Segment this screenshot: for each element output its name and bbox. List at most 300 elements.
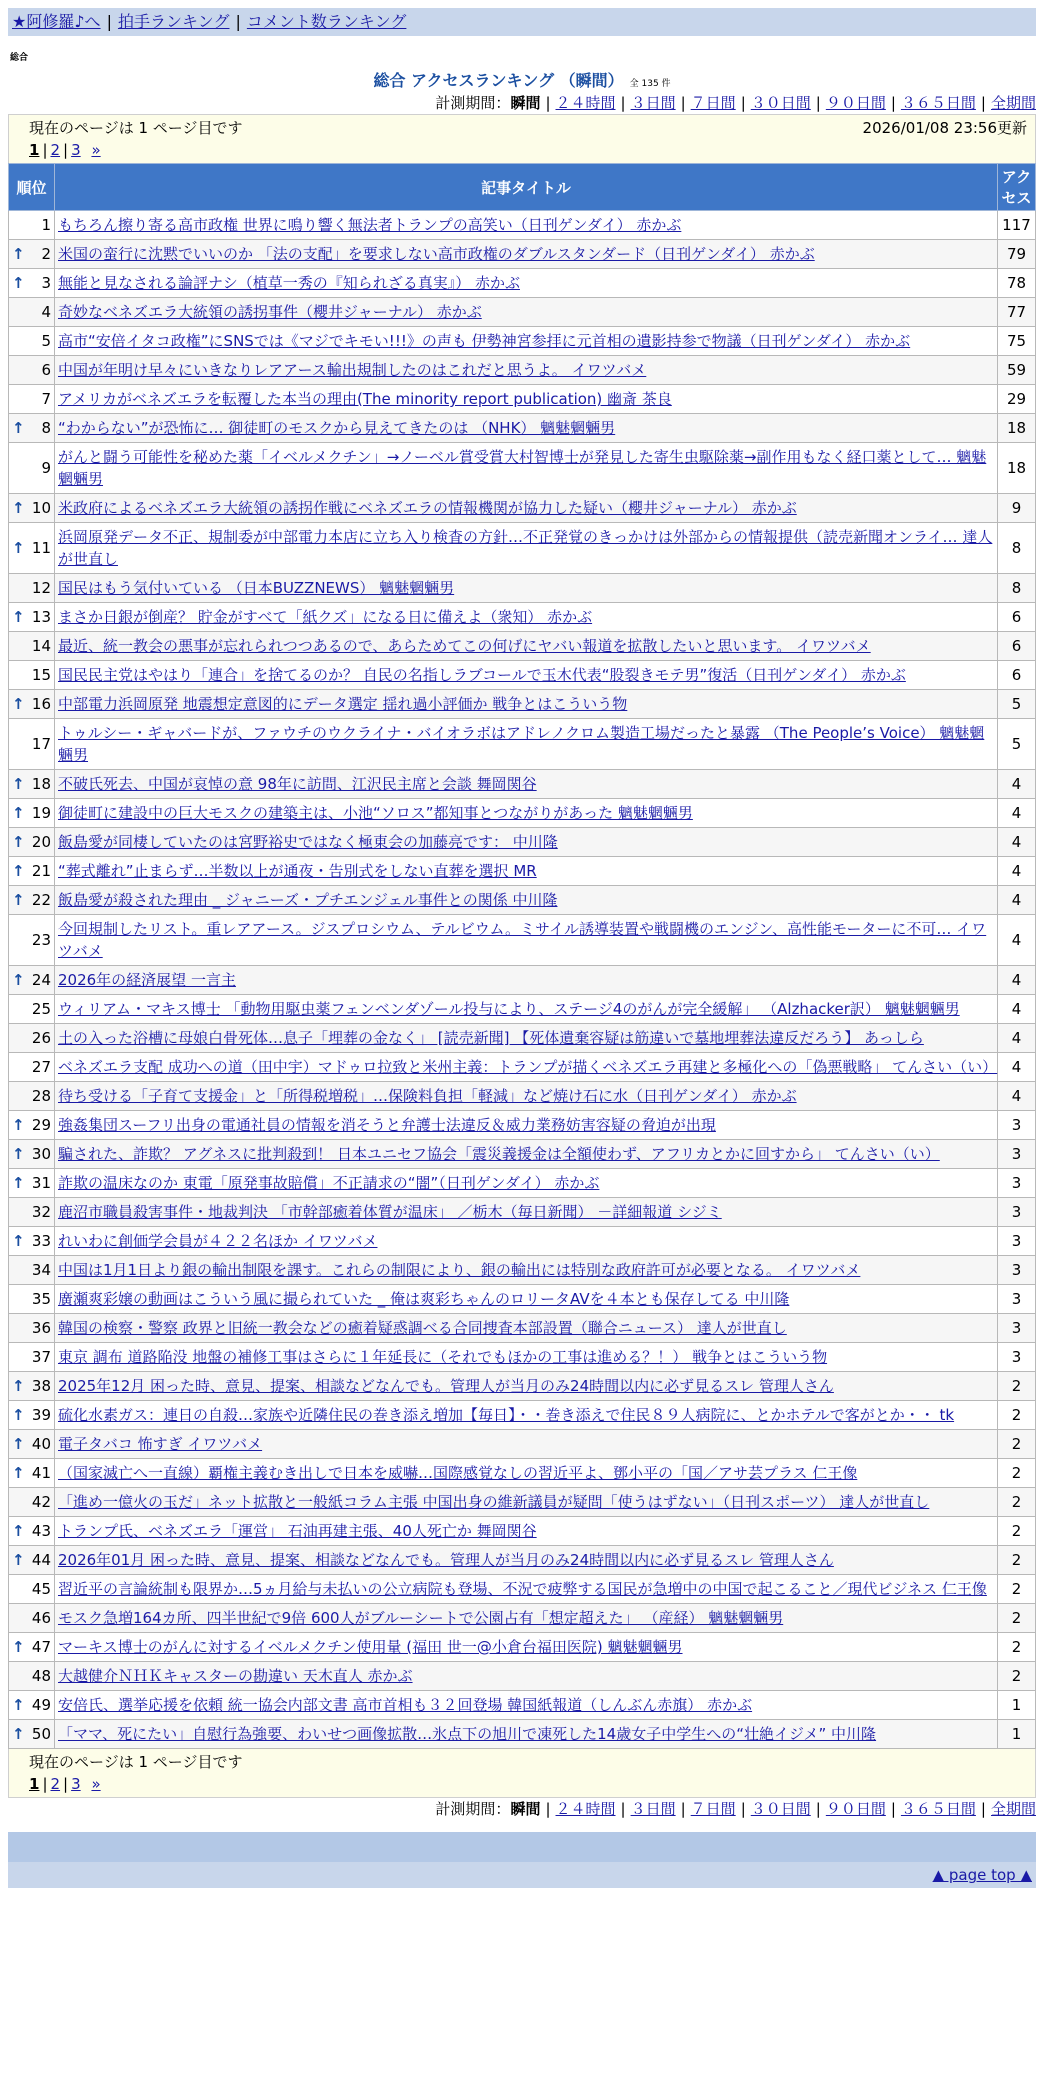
period-separator: | <box>980 1800 986 1818</box>
up-arrow-icon: ↑ <box>12 775 25 793</box>
access-count: 4 <box>998 1053 1036 1082</box>
table-row <box>9 1720 1036 1749</box>
article-link[interactable]: 高市“安倍イタコ政権”にSNSでは《マジでキモい!!!》の声も 伊勢神宮参拝に元首相の遺影持参で物議（日刊ゲンダイ） 赤かぶ <box>58 332 911 350</box>
access-count: 4 <box>998 1024 1036 1053</box>
access-count: 3 <box>998 1227 1036 1256</box>
period-selector-bottom <box>0 1798 1036 1820</box>
article-link[interactable]: 待ち受ける「子育て支援金」と「所得税増税」…保険料負担「軽減」など焼け石に水（日刊ゲンダイ） 赤かぶ <box>58 1087 797 1105</box>
article-link[interactable]: 電子タバコ 怖すぎ イワツバメ <box>58 1435 263 1453</box>
period-separator: | <box>980 94 986 112</box>
article-link[interactable]: 今回規制したリスト。重レアアース。ジスプロシウム、テルビウム。ミサイル誘導装置や戦闘機のエンジン、高性能モーターに不可… イワツバメ <box>58 920 987 960</box>
up-arrow-icon: ↑ <box>12 1638 25 1656</box>
article-link[interactable]: アメリカがベネズエラを転覆した本当の理由(The minority report publication) 幽斎 茶良 <box>58 390 672 408</box>
table-row <box>9 995 1036 1024</box>
rank-number: 48 <box>31 1667 51 1685</box>
pager-link[interactable]: 2 <box>50 1775 61 1793</box>
table-row <box>9 1140 1036 1169</box>
article-link[interactable]: 廣瀬爽彩嬢の動画はこういう風に撮られていた _ 俺は爽彩ちゃんのロリータAVを４本とも保存してる 中川隆 <box>58 1290 790 1308</box>
period-separator: | <box>620 1800 626 1818</box>
rank-cell <box>9 1169 55 1198</box>
title-cell <box>55 1604 998 1633</box>
category-label: 総合 <box>10 53 29 63</box>
rank-cell <box>9 995 55 1024</box>
rank-number: 12 <box>31 579 51 597</box>
title-cell <box>55 1024 998 1053</box>
rank-cell <box>9 661 55 690</box>
article-link[interactable]: 最近、統一教会の悪事が忘れられつつあるので、あらためてこの何げにヤバい報道を拡散したいと思います。 イワツバメ <box>58 637 871 655</box>
rank-cell <box>9 298 55 327</box>
pager-bottom <box>29 1773 1027 1795</box>
title-cell <box>55 1111 998 1140</box>
article-link[interactable]: 土の入った浴槽に母娘白骨死体…息子「埋葬の金なく」 [読売新聞] 【死体遺棄容疑は筋違いで墓地埋葬法違反だろう】 あっしら <box>58 1029 924 1047</box>
access-count: 2 <box>998 1488 1036 1517</box>
title-cell <box>55 269 998 298</box>
article-link[interactable]: マーキス博士のがんに対するイベルメクチン使用量 (福田 世一@小倉台福田医院) 魑魅魍魎男 <box>58 1638 683 1656</box>
nav-separator: | <box>106 12 112 31</box>
up-arrow-icon: ↑ <box>12 1116 25 1134</box>
table-row <box>9 1459 1036 1488</box>
title-cell <box>55 1517 998 1546</box>
rank-cell <box>9 770 55 799</box>
article-link[interactable]: 飯島愛が殺された理由 _ ジャニーズ・プチエンジェル事件との関係 中川隆 <box>58 891 558 909</box>
title-cell <box>55 770 998 799</box>
article-link[interactable]: “わからない”が恐怖に… 御徒町のモスクから見えてきたのは （NHK） 魑魅魍魎男 <box>58 419 616 437</box>
up-arrow-icon: ↑ <box>12 499 25 517</box>
rank-cell <box>9 1546 55 1575</box>
article-link[interactable]: 浜岡原発データ不正、規制委が中部電力本店に立ち入り検査の方針…不正発覚のきっかけは外部からの情報提供（読売新聞オンライ… 達人が世直し <box>58 528 993 568</box>
pager-separator: | <box>42 1775 48 1793</box>
access-count: 2 <box>998 1546 1036 1575</box>
rank-number: 32 <box>31 1203 51 1221</box>
article-link[interactable]: 2026年01月 困った時、意見、提案、相談などなんでも。管理人が当月のみ24時間以内に必ず見るスレ 管理人さん <box>58 1551 834 1569</box>
up-arrow-icon: ↑ <box>12 833 25 851</box>
rank-number: 22 <box>31 891 51 909</box>
period-link[interactable]: ３日間 <box>630 94 676 112</box>
table-row <box>9 1053 1036 1082</box>
access-count: 4 <box>998 799 1036 828</box>
article-link[interactable]: 騙された、詐欺？ アグネスに批判殺到！ 日本ユニセフ協会「震災義援金は全額使わず、アフリカとかに回すから」 てんさい（い） <box>58 1145 940 1163</box>
rank-cell <box>9 1575 55 1604</box>
table-row <box>9 1169 1036 1198</box>
rank-cell <box>9 385 55 414</box>
table-row <box>9 1227 1036 1256</box>
rank-number: 21 <box>31 862 51 880</box>
period-link[interactable]: ７日間 <box>690 94 736 112</box>
rank-number: 37 <box>31 1348 51 1366</box>
table-row <box>9 1488 1036 1517</box>
period-separator: | <box>740 94 746 112</box>
rank-number: 26 <box>31 1029 51 1047</box>
article-link[interactable]: がんと闘う可能性を秘めた薬「イベルメクチン」→ノーベル賞受賞大村智博士が発見した寄生虫駆除薬→副作用もなく経口薬として… 魑魅魍魎男 <box>58 448 987 488</box>
access-count: 117 <box>998 211 1036 240</box>
table-row <box>9 385 1036 414</box>
title-cell <box>55 1575 998 1604</box>
up-arrow-icon: ↑ <box>12 1551 25 1569</box>
access-count: 9 <box>998 494 1036 523</box>
rank-cell <box>9 574 55 603</box>
article-link[interactable]: 安倍氏、選挙応援を依頼 統一協会内部文書 高市首相も３２回登場 韓国紙報道（しんぶん赤旗） 赤かぶ <box>58 1696 753 1714</box>
up-arrow-icon: ↑ <box>12 274 25 292</box>
footer-bar <box>8 1832 1036 1862</box>
title-cell <box>55 385 998 414</box>
rank-number: 43 <box>31 1522 51 1540</box>
rank-cell <box>9 632 55 661</box>
article-link[interactable]: ウィリアム・マキス博士 「動物用駆虫薬フェンベンダゾール投与により、ステージ4のがんが完全緩解」 （Alzhacker訳） 魑魅魍魎男 <box>58 1000 960 1018</box>
period-link[interactable]: ９０日間 <box>825 94 886 112</box>
period-link[interactable]: ３０日間 <box>750 1800 811 1818</box>
title-cell <box>55 1546 998 1575</box>
period-link[interactable]: ７日間 <box>690 1800 736 1818</box>
pager-link[interactable]: 3 <box>71 1775 81 1793</box>
title-cell <box>55 632 998 661</box>
rank-number: 4 <box>41 303 51 321</box>
period-link[interactable]: 全期間 <box>990 1800 1036 1818</box>
table-row <box>9 1633 1036 1662</box>
article-link[interactable]: 中部電力浜岡原発 地震想定意図的にデータ選定 揺れ過小評価か 戦争とはこういう物 <box>58 695 628 713</box>
table-row <box>9 1198 1036 1227</box>
title-cell <box>55 719 998 770</box>
table-row <box>9 1285 1036 1314</box>
access-count: 8 <box>998 574 1036 603</box>
rank-number: 2 <box>41 245 51 263</box>
article-link[interactable]: 中国は1月1日より銀の輸出制限を課す。これらの制限により、銀の輸出には特別な政府許可が必要となる。 イワツバメ <box>58 1261 861 1279</box>
period-link[interactable]: ３日間 <box>630 1800 676 1818</box>
rank-number: 39 <box>31 1406 51 1424</box>
up-arrow-icon: ↑ <box>12 608 25 626</box>
pager-next-link[interactable]: » <box>91 141 101 159</box>
article-link[interactable]: トランプ氏、ベネズエラ「運営」 石油再建主張、40人死亡か 舞岡関谷 <box>58 1522 537 1540</box>
access-count: 4 <box>998 915 1036 966</box>
up-arrow-icon: ↑ <box>12 245 25 263</box>
rank-number: 9 <box>41 459 51 477</box>
rank-number: 47 <box>31 1638 51 1656</box>
title-cell <box>55 1430 998 1459</box>
pager-separator: | <box>63 141 69 159</box>
rank-cell <box>9 1604 55 1633</box>
table-row <box>9 1024 1036 1053</box>
article-link[interactable]: 御徒町に建設中の巨大モスクの建築主は、小池“ソロス”都知事とつながりがあった 魑魅魍魎男 <box>58 804 693 822</box>
title-cell <box>55 1401 998 1430</box>
article-link[interactable]: 「ママ、死にたい」自慰行為強要、わいせつ画像拡散…氷点下の旭川で凍死した14歳女子中学生への“壮絶イジメ” 中川隆 <box>58 1725 877 1743</box>
title-cell <box>55 1488 998 1517</box>
access-count: 18 <box>998 414 1036 443</box>
rank-cell <box>9 356 55 385</box>
article-link[interactable]: 不破氏死去、中国が哀悼の意 98年に訪問、江沢民主席と会談 舞岡関谷 <box>58 775 537 793</box>
pager-separator: | <box>63 1775 69 1793</box>
title-cell <box>55 603 998 632</box>
table-row <box>9 603 1036 632</box>
rank-number: 7 <box>41 390 51 408</box>
pager-spacer <box>84 1775 89 1793</box>
table-row <box>9 1604 1036 1633</box>
pager-current: 1 <box>29 1775 40 1793</box>
title-cell <box>55 661 998 690</box>
rank-number: 5 <box>41 332 51 350</box>
rank-cell <box>9 211 55 240</box>
table-row <box>9 966 1036 995</box>
rank-cell <box>9 603 55 632</box>
access-count: 2 <box>998 1604 1036 1633</box>
access-count: 4 <box>998 828 1036 857</box>
rank-cell <box>9 1459 55 1488</box>
period-separator: | <box>545 94 551 112</box>
period-link[interactable]: ３０日間 <box>750 94 811 112</box>
article-link[interactable]: 強姦集団スーフリ出身の電通社員の情報を消そうと弁護士法違反＆威力業務妨害容疑の脅迫が出現 <box>58 1116 716 1134</box>
period-link[interactable]: 全期間 <box>990 94 1036 112</box>
period-separator: | <box>815 1800 821 1818</box>
rank-number: 44 <box>31 1551 51 1569</box>
access-count: 3 <box>998 1111 1036 1140</box>
access-count: 8 <box>998 523 1036 574</box>
access-count: 59 <box>998 356 1036 385</box>
rank-cell <box>9 1517 55 1546</box>
table-row <box>9 240 1036 269</box>
rank-cell <box>9 443 55 494</box>
ranking-table <box>8 163 1036 1749</box>
article-link[interactable]: 東京 調布 道路陥没 地盤の補修工事はさらに１年延長に（それでもほかの工事は進める？！） 戦争とはこういう物 <box>58 1348 828 1366</box>
table-row <box>9 574 1036 603</box>
table-row <box>9 443 1036 494</box>
article-link[interactable]: 「進め一億火の玉だ」ネット拡散と一般紙コラム主張 中国出身の維新議員が疑問「使うはずない」（日刊スポーツ） 達人が世直し <box>58 1493 930 1511</box>
access-count: 79 <box>998 240 1036 269</box>
access-count: 2 <box>998 1517 1036 1546</box>
title-cell <box>55 828 998 857</box>
title-cell <box>55 1343 998 1372</box>
rank-number: 16 <box>31 695 51 713</box>
article-link[interactable]: 国民はもう気付いている （日本BUZZNEWS） 魑魅魍魎男 <box>58 579 455 597</box>
rank-number: 33 <box>31 1232 51 1250</box>
up-arrow-icon: ↑ <box>12 1174 25 1192</box>
access-count: 75 <box>998 327 1036 356</box>
up-arrow-icon: ↑ <box>12 419 25 437</box>
rank-number: 23 <box>31 931 51 949</box>
rank-number: 28 <box>31 1087 51 1105</box>
title-cell <box>55 995 998 1024</box>
article-link[interactable]: 国民民主党はやはり「連合」を捨てるのか？ 自民の名指しラブコールで玉木代表“股裂きモテ男”復活（日刊ゲンダイ） 赤かぶ <box>58 666 906 684</box>
rank-cell <box>9 1720 55 1749</box>
title-cell <box>55 915 998 966</box>
article-link[interactable]: 韓国の検察・警察 政界と旧統一教会などの癒着疑惑調べる合同捜査本部設置（聯合ニュース） 達人が世直し <box>58 1319 787 1337</box>
period-separator: | <box>890 1800 896 1818</box>
up-arrow-icon: ↑ <box>12 695 25 713</box>
pager-link[interactable]: 2 <box>50 141 61 159</box>
rank-cell <box>9 1691 55 1720</box>
rank-number: 13 <box>31 608 51 626</box>
up-arrow-icon: ↑ <box>12 1696 25 1714</box>
access-count: 2 <box>998 1575 1036 1604</box>
rank-number: 27 <box>31 1058 51 1076</box>
rank-cell <box>9 886 55 915</box>
table-row <box>9 269 1036 298</box>
pager-next-link[interactable]: » <box>91 1775 101 1793</box>
pager-separator: | <box>42 141 48 159</box>
rank-number: 20 <box>31 833 51 851</box>
title-cell <box>55 1140 998 1169</box>
access-count: 4 <box>998 886 1036 915</box>
article-link[interactable]: ベネズエラ支配 成功への道（田中宇）マドゥロ拉致と米州主義：トランプが描くベネズエラ再建と多極化への「偽悪戦略」 てんさい（い） <box>58 1058 998 1076</box>
pager-link[interactable]: 3 <box>71 141 81 159</box>
article-link[interactable]: 米政府によるベネズエラ大統領の誘拐作戦にベネズエラの情報機関が協力した疑い（櫻井ジャーナル） 赤かぶ <box>58 499 797 517</box>
article-link[interactable]: 無能と見なされる論評ナシ（植草一秀の『知られざる真実』） 赤かぶ <box>58 274 520 292</box>
rank-number: 18 <box>31 775 51 793</box>
access-count: 5 <box>998 719 1036 770</box>
rank-number: 31 <box>31 1174 51 1192</box>
rank-cell <box>9 269 55 298</box>
access-count: 3 <box>998 1256 1036 1285</box>
rank-cell <box>9 1488 55 1517</box>
access-count: 6 <box>998 661 1036 690</box>
title-cell <box>55 574 998 603</box>
rank-number: 45 <box>31 1580 51 1598</box>
up-arrow-icon: ↑ <box>12 971 25 989</box>
period-selector-top <box>0 92 1036 114</box>
period-link[interactable]: ９０日間 <box>825 1800 886 1818</box>
table-row <box>9 414 1036 443</box>
rank-number: 50 <box>31 1725 51 1743</box>
rank-number: 10 <box>31 499 51 517</box>
rank-cell <box>9 1314 55 1343</box>
title-cell <box>55 1372 998 1401</box>
access-count: 1 <box>998 1691 1036 1720</box>
article-link[interactable]: 大越健介ＮＨＫキャスターの勘違い 天木直人 赤かぶ <box>58 1667 413 1685</box>
table-row <box>9 356 1036 385</box>
rank-cell <box>9 523 55 574</box>
period-link[interactable]: ３６５日間 <box>900 94 976 112</box>
period-current: 瞬間 <box>510 94 541 112</box>
article-link[interactable]: もちろん擦り寄る高市政権 世界に鳴り響く無法者トランプの高笑い（日刊ゲンダイ） 赤かぶ <box>58 216 682 234</box>
rank-number: 42 <box>31 1493 51 1511</box>
access-count: 2 <box>998 1662 1036 1691</box>
period-link[interactable]: ２４時間 <box>555 1800 616 1818</box>
article-link[interactable]: モスク急増164カ所、四半世紀で9倍 600人がブルーシートで公園占有「想定超えた」 （産経） 魑魅魍魎男 <box>58 1609 784 1627</box>
up-arrow-icon: ↑ <box>12 862 25 880</box>
title-cell <box>55 1227 998 1256</box>
table-row <box>9 1401 1036 1430</box>
table-row <box>9 1662 1036 1691</box>
clap-ranking-link[interactable]: 拍手ランキング <box>117 12 230 31</box>
rank-number: 1 <box>41 216 51 234</box>
article-link[interactable]: “葬式離れ”止まらず…半数以上が通夜・告別式をしない直葬を選択 MR <box>58 862 537 880</box>
rank-cell <box>9 1285 55 1314</box>
rank-number: 46 <box>31 1609 51 1627</box>
table-row <box>9 1691 1036 1720</box>
top-nav-bar <box>8 8 1036 36</box>
up-arrow-icon: ↑ <box>12 1464 25 1482</box>
access-count: 29 <box>998 385 1036 414</box>
rank-cell <box>9 915 55 966</box>
period-link[interactable]: ３６５日間 <box>900 1800 976 1818</box>
title-cell <box>55 1633 998 1662</box>
rank-cell <box>9 240 55 269</box>
access-count: 6 <box>998 632 1036 661</box>
article-link[interactable]: 奇妙なベネズエラ大統領の誘拐事件（櫻井ジャーナル） 赤かぶ <box>58 303 482 321</box>
rank-number: 24 <box>31 971 51 989</box>
article-link[interactable]: 飯島愛が同棲していたのは宮野裕史ではなく極東会の加藤亮です： 中川隆 <box>58 833 558 851</box>
up-arrow-icon: ↑ <box>12 1145 25 1163</box>
table-row <box>9 799 1036 828</box>
table-row <box>9 523 1036 574</box>
article-link[interactable]: 2025年12月 困った時、意見、提案、相談などなんでも。管理人が当月のみ24時間以内に必ず見るスレ 管理人さん <box>58 1377 834 1395</box>
title-cell <box>55 240 998 269</box>
rank-number: 38 <box>31 1377 51 1395</box>
period-link[interactable]: ２４時間 <box>555 94 616 112</box>
period-label: 計測期間： <box>435 94 511 112</box>
table-row <box>9 1314 1036 1343</box>
article-link[interactable]: 硫化水素ガス：連日の自殺…家族や近隣住民の巻き添え増加【毎日】・・巻き添えで住民８９人病院に、とかホテルで客がとか・・ tk <box>58 1406 955 1424</box>
period-separator: | <box>740 1800 746 1818</box>
table-row <box>9 632 1036 661</box>
access-count: 2 <box>998 1633 1036 1662</box>
rank-cell <box>9 1633 55 1662</box>
title-cell <box>55 356 998 385</box>
pager-current: 1 <box>29 141 40 159</box>
access-count: 2 <box>998 1430 1036 1459</box>
pager-spacer <box>84 141 89 159</box>
article-link[interactable]: まさか日銀が倒産？ 貯金がすべて「紙クズ」になる日に備えよ（衆知） 赤かぶ <box>58 608 593 626</box>
rank-cell <box>9 1140 55 1169</box>
table-row <box>9 1517 1036 1546</box>
table-row <box>9 298 1036 327</box>
rank-cell <box>9 1401 55 1430</box>
article-link[interactable]: 鹿沼市職員殺害事件・地裁判決 「市幹部癒着体質が温床」 ／栃木（毎日新聞） －詳細報道 シジミ <box>58 1203 722 1221</box>
title-cell <box>55 298 998 327</box>
page-top-link[interactable]: ▲ page top ▲ <box>932 1866 1032 1884</box>
table-row <box>9 1372 1036 1401</box>
article-link[interactable]: 中国が年明け早々にいきなりレアアース輸出規制したのはこれだと思うよ。 イワツバメ <box>58 361 647 379</box>
period-separator: | <box>620 94 626 112</box>
article-link[interactable]: 習近平の言論統制も限界か…5ヵ月給与未払いの公立病院も登場、不況で疲弊する国民が急増中の中国で起こること／現代ビジネス 仁王像 <box>58 1580 987 1598</box>
title-cell <box>55 1720 998 1749</box>
table-row <box>9 857 1036 886</box>
rank-number: 8 <box>41 419 51 437</box>
rank-cell <box>9 414 55 443</box>
access-count: 3 <box>998 1343 1036 1372</box>
up-arrow-icon: ↑ <box>12 539 25 557</box>
updated-timestamp: 2026/01/08 23:56更新 <box>862 119 1027 137</box>
title-cell <box>55 211 998 240</box>
rank-cell <box>9 857 55 886</box>
article-link[interactable]: れいわに創価学会員が４２２名ほか イワツバメ <box>58 1232 378 1250</box>
access-count: 3 <box>998 1140 1036 1169</box>
home-link[interactable]: ★阿修羅♪へ <box>12 12 101 31</box>
up-arrow-icon: ↑ <box>12 1435 25 1453</box>
table-row <box>9 211 1036 240</box>
access-header: アクセス <box>998 164 1036 211</box>
article-link[interactable]: （国家滅亡へ一直線）覇権主義むき出しで日本を威嚇…国際感覚なしの習近平よ、鄧小平の「国／アサ芸プラス 仁王像 <box>58 1464 858 1482</box>
article-link[interactable]: 詐欺の温床なのか 東電「原発事故賠償」不正請求の“闇”（日刊ゲンダイ） 赤かぶ <box>58 1174 600 1192</box>
page-info-bottom <box>8 1749 1036 1798</box>
article-link[interactable]: 米国の蛮行に沈黙でいいのか 「法の支配」を要求しない高市政権のダブルスタンダード（日刊ゲンダイ） 赤かぶ <box>58 245 815 263</box>
title-cell <box>55 1256 998 1285</box>
access-count: 2 <box>998 1401 1036 1430</box>
rank-number: 36 <box>31 1319 51 1337</box>
article-link[interactable]: トゥルシー・ギャバードが、ファウチのウクライナ・バイオラボはアドレノクロム製造工場だったと暴露 （The People’s Voice） 魑魅魍魎男 <box>58 724 985 764</box>
up-arrow-icon: ↑ <box>12 804 25 822</box>
up-arrow-icon: ↑ <box>12 1725 25 1743</box>
title-cell <box>55 690 998 719</box>
rank-cell <box>9 1227 55 1256</box>
comment-ranking-link[interactable]: コメント数ランキング <box>246 12 407 31</box>
table-row <box>9 690 1036 719</box>
table-row <box>9 915 1036 966</box>
title-cell <box>55 443 998 494</box>
access-count: 2 <box>998 1372 1036 1401</box>
period-separator: | <box>680 1800 686 1818</box>
article-link[interactable]: 2026年の経済展望 一言主 <box>58 971 236 989</box>
title-cell <box>55 1285 998 1314</box>
access-count: 4 <box>998 857 1036 886</box>
title-cell <box>55 1169 998 1198</box>
